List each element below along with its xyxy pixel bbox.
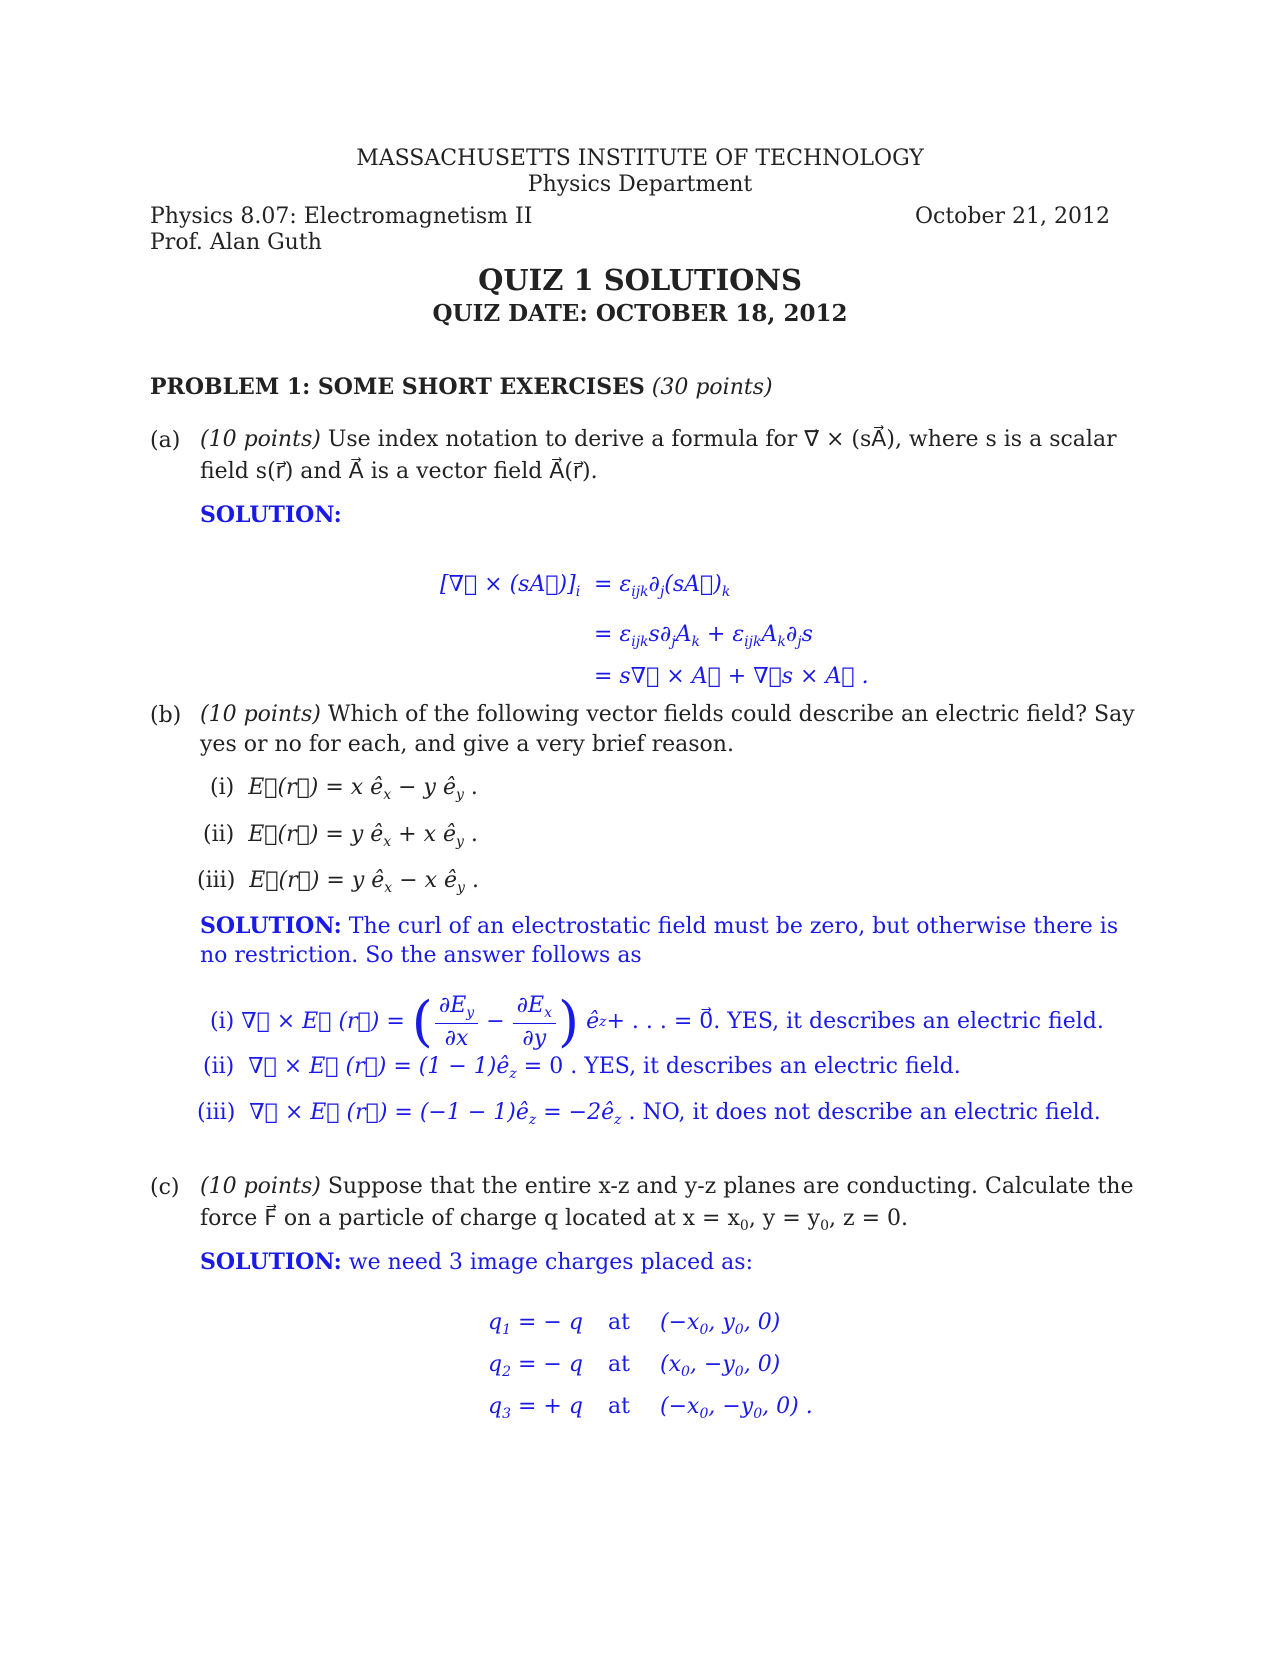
eq2-end: s — [801, 622, 813, 647]
page-title: QUIZ 1 SOLUTIONS — [478, 263, 802, 297]
ans-i-tail-sub: z — [599, 1013, 607, 1030]
part-b-answer-i — [210, 990, 1104, 1053]
item-iii-mid: − x ê — [392, 868, 458, 893]
ans-ii-text: ∇⃗ × E⃗ (r⃗) = (1 − 1)ê — [248, 1054, 510, 1079]
eq-lhs-sub: i — [575, 584, 581, 600]
ans-ii-label: (ii) — [203, 1054, 235, 1079]
item-i-s2: y — [455, 787, 464, 803]
charge2-at: at — [608, 1352, 630, 1377]
ans-iii-end: . NO, it does not describe an electric field. — [621, 1100, 1101, 1125]
ans-iii-text: ∇⃗ × E⃗ (r⃗) = (−1 − 1)ê — [249, 1100, 529, 1125]
eq2-s5: k — [777, 634, 786, 650]
ans-i-lhs: ∇⃗ × E⃗ (r⃗) = — [241, 1009, 405, 1034]
eq1-sub: ijk — [631, 584, 649, 600]
charge1-p2: 0 — [734, 1322, 744, 1338]
eq2-a: = ε — [594, 622, 632, 647]
ans-i-num2: ∂E — [516, 992, 545, 1018]
ans-i-label: (i) — [210, 1009, 235, 1034]
part-c-solution-label: SOLUTION: — [200, 1249, 342, 1275]
item-iii-text: E⃗(r⃗) = y ê — [249, 868, 385, 893]
charge2-q: q — [488, 1352, 503, 1377]
eq2-m2: A — [675, 622, 692, 647]
item-i-end: . — [463, 775, 478, 800]
problem-points: (30 points) — [651, 375, 773, 400]
charge1-position — [660, 1310, 780, 1338]
charge-row-3 — [488, 1394, 583, 1422]
part-c-solution-text: we need 3 image charges placed as: — [348, 1250, 753, 1275]
part-a-solution-label: SOLUTION: — [200, 502, 342, 528]
part-b-label: (b) — [150, 703, 182, 728]
part-c-line2-mid: , y = y — [748, 1206, 821, 1231]
item-ii-s2: y — [456, 834, 464, 850]
charge2-qsub: 2 — [502, 1364, 512, 1380]
charge3-p1: 0 — [699, 1406, 709, 1422]
eq-lhs-text: [∇⃗ × (sA⃗)] — [440, 572, 576, 597]
charge2-position — [660, 1352, 780, 1380]
institute-name: MASSACHUSETTS INSTITUTE OF TECHNOLOGY — [356, 146, 924, 171]
item-ii-end: . — [463, 822, 478, 847]
charge2-p2: 0 — [734, 1364, 744, 1380]
eq1-rest: ∂ — [648, 572, 660, 597]
department-name: Physics Department — [527, 172, 753, 197]
part-c-text1: Suppose that the entire x-z and y-z planes are conducting. Calculate the — [327, 1174, 1134, 1199]
charge2-pos: (x — [660, 1352, 681, 1377]
part-c-line2-end: , z = 0. — [829, 1206, 908, 1231]
eq1-j: j — [659, 584, 665, 600]
eq2-m3: + ε — [699, 622, 745, 647]
part-a-label: (a) — [150, 428, 181, 453]
eq2-s6: j — [797, 634, 802, 650]
ans-i-minus: − — [486, 1009, 505, 1034]
charge1-at: at — [608, 1310, 630, 1335]
part-c-solution — [200, 1246, 753, 1279]
item-ii-label: (ii) — [203, 822, 235, 847]
item-iii-s1: x — [384, 880, 393, 896]
part-c-line1 — [200, 1171, 1134, 1203]
eq2-s4: ijk — [744, 634, 762, 650]
eq2-s3: k — [691, 634, 700, 650]
item-i-label: (i) — [210, 775, 235, 800]
charge3-val: = + q — [511, 1394, 583, 1419]
charge3-pos: (−x — [660, 1394, 700, 1419]
charge1-p1: 0 — [699, 1322, 709, 1338]
charge1-qsub: 1 — [502, 1322, 512, 1338]
ans-i-paren-left: ( — [411, 990, 433, 1053]
eq1-k: k — [721, 584, 731, 600]
professor-name: Prof. Alan Guth — [150, 230, 322, 255]
ans-iii-mid: = −2ê — [536, 1100, 615, 1125]
item-i-mid: − y ê — [391, 775, 456, 800]
eq1-tail: (sA⃗) — [664, 572, 722, 597]
problem-title: PROBLEM 1: SOME SHORT EXERCISES — [150, 374, 645, 400]
part-b-answer-ii — [203, 1054, 961, 1082]
item-iii-label: (iii) — [197, 868, 236, 893]
part-b-item-i — [210, 775, 478, 803]
ans-i-frac1 — [435, 993, 478, 1051]
ans-i-paren-right: ) — [557, 990, 580, 1053]
ans-iii-sub: z — [528, 1112, 537, 1128]
document-date: October 21, 2012 — [914, 204, 1110, 229]
eq2-s1: ijk — [631, 634, 649, 650]
charge1-pe: , 0) — [743, 1310, 781, 1335]
part-b-item-ii — [203, 822, 478, 850]
part-b-solution-line2: no restriction. So the answer follows as — [200, 943, 642, 968]
charge1-q: q — [488, 1310, 503, 1335]
charge1-pos: (−x — [660, 1310, 700, 1335]
part-a-eq2 — [594, 622, 813, 650]
part-b-line2: yes or no for each, and give a very brief reason. — [200, 732, 734, 757]
ans-i-num2-sub: x — [544, 1004, 552, 1021]
eq2-s2: j — [671, 634, 676, 650]
charge-row-1 — [488, 1310, 583, 1338]
part-c-label: (c) — [150, 1175, 180, 1200]
quiz-date: QUIZ DATE: OCTOBER 18, 2012 — [432, 300, 848, 327]
ans-i-den1: ∂x — [444, 1025, 469, 1051]
item-i-text: E⃗(r⃗) = x ê — [248, 775, 384, 800]
part-b-solution-label: SOLUTION: — [200, 913, 342, 939]
ans-iii-sub2: z — [614, 1112, 622, 1128]
eq2-m4: A — [761, 622, 778, 647]
part-b-answer-iii — [197, 1100, 1101, 1128]
ans-i-frac2 — [513, 993, 556, 1051]
charge2-pe: , 0) — [743, 1352, 781, 1377]
ans-iii-label: (iii) — [197, 1100, 236, 1125]
ans-i-den2: ∂y — [522, 1025, 547, 1051]
part-a-points: (10 points) — [200, 427, 321, 452]
charge2-val: = − q — [511, 1352, 583, 1377]
part-b-line1 — [200, 699, 1135, 731]
charge3-pe: , 0) . — [762, 1394, 813, 1419]
charge3-q: q — [488, 1394, 503, 1419]
ans-i-num1-sub: y — [466, 1004, 475, 1021]
charge3-p2: 0 — [753, 1406, 763, 1422]
part-b-text1: Which of the following vector fields could describe an electric field? Say — [327, 702, 1135, 727]
problem-heading — [150, 374, 773, 400]
charge1-val: = − q — [511, 1310, 583, 1335]
charge-row-2 — [488, 1352, 583, 1380]
part-c-line2-pre: force F⃗ on a particle of charge q located at x = x — [200, 1206, 740, 1231]
part-a-eq-lhs — [440, 572, 580, 600]
charge3-qsub: 3 — [502, 1406, 512, 1422]
eq1-a: = ε — [594, 572, 632, 597]
charge3-at: at — [608, 1394, 630, 1419]
part-c-line2 — [200, 1203, 908, 1242]
item-iii-end: . — [464, 868, 479, 893]
part-c-line2-s1: 0 — [739, 1218, 749, 1234]
ans-i-tail: ê — [586, 1009, 600, 1034]
charge3-pm: , −y — [708, 1394, 754, 1419]
part-b-solution-text1: The curl of an electrostatic field must be zero, but otherwise there is — [348, 914, 1119, 939]
ans-i-num1: ∂E — [438, 992, 467, 1018]
part-c-points: (10 points) — [200, 1174, 321, 1199]
item-iii-s2: y — [457, 880, 465, 896]
part-a-eq3: = s∇⃗ × A⃗ + ∇⃗s × A⃗ . — [594, 664, 869, 689]
course-name: Physics 8.07: Electromagnetism II — [150, 204, 533, 229]
charge2-p1: 0 — [681, 1364, 690, 1380]
eq2-m1: s∂ — [648, 622, 672, 647]
part-a-line2: field s(r⃗) and A⃗ is a vector field A⃗(r⃗). — [200, 459, 598, 484]
charge1-pm: , y — [708, 1310, 735, 1335]
item-ii-s1: x — [383, 834, 392, 850]
charge2-pm: , −y — [689, 1352, 735, 1377]
part-b-solution-line1 — [200, 910, 1118, 943]
part-a-text1: Use index notation to derive a formula for ∇⃗ × (sA⃗), where s is a scalar — [327, 427, 1117, 452]
part-a-eq1 — [594, 572, 730, 600]
ans-ii-sub: z — [509, 1066, 517, 1082]
item-ii-mid: + x ê — [391, 822, 457, 847]
part-c-line2-s2: 0 — [820, 1218, 829, 1234]
item-i-s1: x — [383, 787, 392, 803]
ans-ii-end: = 0 . YES, it describes an electric field. — [516, 1054, 961, 1079]
item-ii-text: E⃗(r⃗) = y ê — [248, 822, 384, 847]
eq2-m5: ∂ — [785, 622, 798, 647]
part-b-item-iii — [197, 868, 479, 896]
ans-i-end: + . . . = 0⃗. YES, it describes an electric field. — [606, 1009, 1104, 1034]
part-b-points: (10 points) — [200, 702, 321, 727]
part-a-line1 — [200, 424, 1117, 456]
charge3-position — [660, 1394, 813, 1422]
